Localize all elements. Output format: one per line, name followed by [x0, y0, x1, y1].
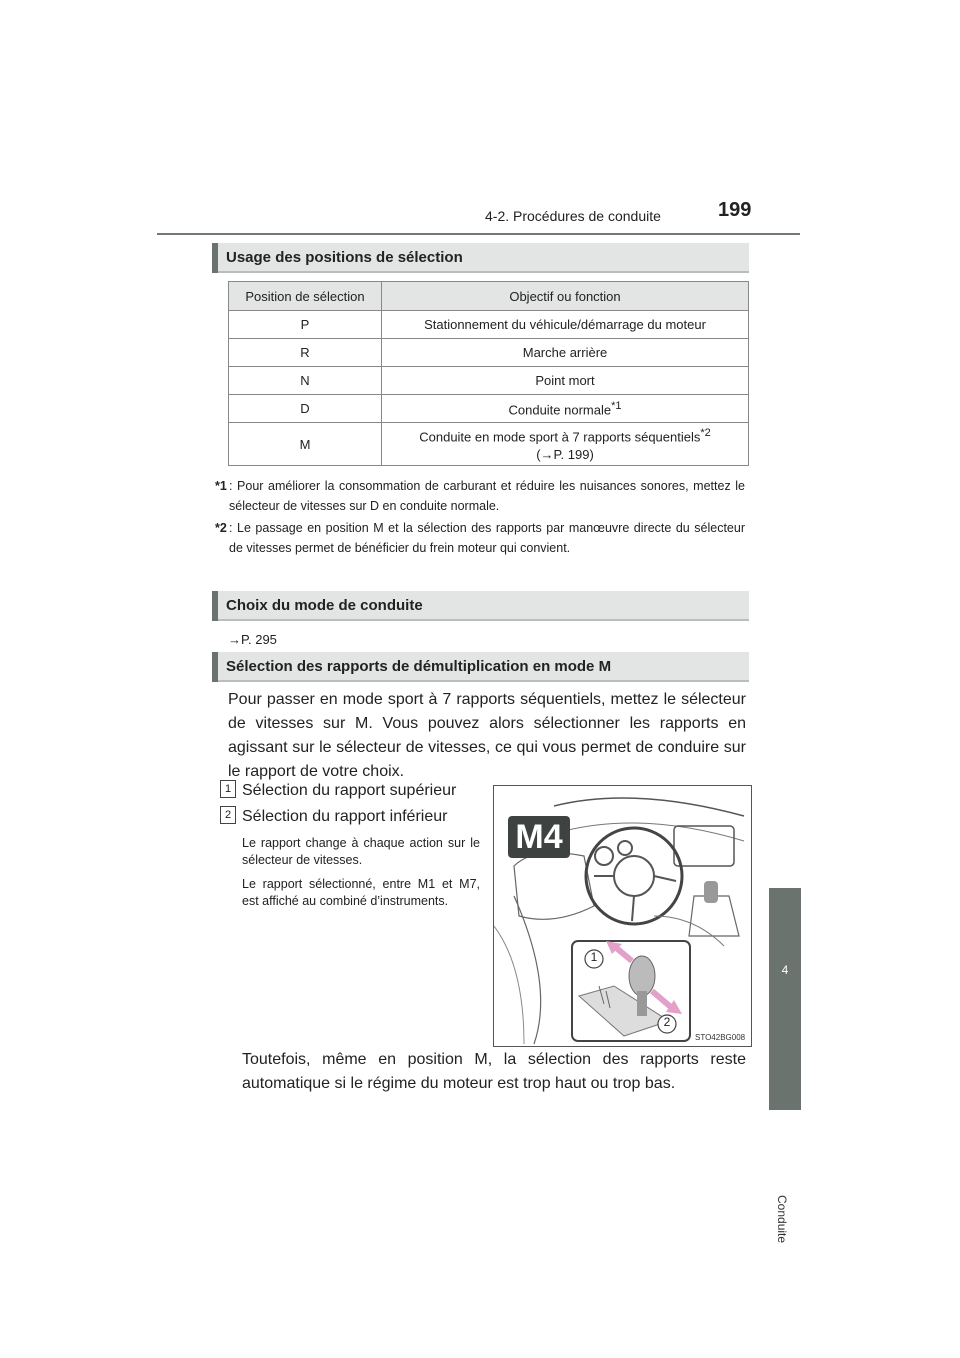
column-header: Position de sélection	[229, 282, 382, 311]
gear-display-badge: M4	[508, 816, 570, 858]
chapter-tab	[769, 888, 801, 1110]
page-reference: →P. 295	[228, 632, 277, 647]
intro-paragraph: Pour passer en mode sport à 7 rapports séquentiels, mettez le sélecteur de vitesses sur M. Vous pouvez alors sélectionner les rapports en agissant sur le sélecteur de vitesses, ce qui vous permet de conduire sur le rapport de votre choix.	[228, 691, 746, 780]
positions-table	[228, 281, 749, 466]
chapter-number: 4	[781, 963, 789, 977]
callout-2: 2	[663, 1015, 671, 1029]
item-label: Sélection du rapport supérieur	[242, 782, 457, 799]
function-cell: Point mort	[382, 367, 749, 395]
column-header: Objectif ou fonction	[382, 282, 749, 311]
item-label: Sélection du rapport inférieur	[242, 808, 448, 825]
function-cell	[382, 395, 749, 423]
closing-paragraph: Toutefois, même en position M, la sélection des rapports reste automatique si le régime du moteur est trop haut ou trop bas.	[242, 1051, 746, 1092]
heading-bar	[212, 243, 218, 273]
shifter-figure	[493, 785, 752, 1047]
callout-1: 1	[590, 950, 598, 964]
heading-bar	[212, 652, 218, 682]
small-note: Le rapport sélectionné, entre M1 et M7, est affiché au combiné d’instruments.	[242, 877, 480, 908]
table-header-row	[229, 282, 749, 311]
table-row	[229, 367, 749, 395]
function-text: Conduite normale	[508, 402, 612, 418]
table-row	[229, 395, 749, 423]
footnote-1	[215, 476, 745, 516]
figure-code: STO42BG008	[695, 1033, 746, 1042]
small-note: Le rapport change à chaque action sur le sélecteur de vitesses.	[242, 836, 480, 867]
item-number: 2	[220, 806, 236, 824]
page-reference: (→P. 199)	[536, 446, 594, 462]
footnote-text: : Le passage en position M et la sélection des rapports par manœuvre directe du sélecteur de vitesses permet de bénéficier du frein moteur qui convient.	[229, 521, 745, 555]
footnote-mark: *1	[611, 399, 622, 412]
section-heading-m-mode	[212, 652, 749, 682]
function-cell	[382, 423, 749, 466]
footnote-mark: *1	[215, 479, 227, 493]
footnote-mark: *2	[700, 427, 711, 440]
chapter-label: Conduite	[775, 1195, 789, 1244]
position-cell: D	[229, 395, 382, 423]
table-row	[229, 339, 749, 367]
page-number: 199	[718, 199, 752, 221]
heading-bar	[212, 591, 218, 621]
position-cell: N	[229, 367, 382, 395]
header-rule	[157, 233, 800, 235]
function-text: Conduite en mode sport à 7 rapports séquentiels	[419, 429, 701, 445]
heading-text: Choix du mode de conduite	[226, 597, 423, 614]
table-row	[229, 423, 749, 466]
footnote-mark: *2	[215, 521, 227, 535]
function-cell: Stationnement du véhicule/démarrage du moteur	[382, 311, 749, 339]
position-cell: R	[229, 339, 382, 367]
table-row	[229, 311, 749, 339]
heading-text: Usage des positions de sélection	[226, 249, 463, 266]
item-number: 1	[220, 780, 236, 798]
section-title: 4-2. Procédures de conduite	[485, 208, 661, 224]
section-heading-positions	[212, 243, 749, 273]
footnote-text: : Pour améliorer la consommation de carburant et réduire les nuisances sonores, mettez le sélecteur de vitesses sur D en conduite normale.	[229, 479, 745, 513]
position-cell: M	[229, 423, 382, 466]
section-heading-mode	[212, 591, 749, 621]
position-cell: P	[229, 311, 382, 339]
function-cell: Marche arrière	[382, 339, 749, 367]
heading-text: Sélection des rapports de démultiplication en mode M	[226, 658, 612, 675]
footnote-2	[215, 518, 745, 558]
